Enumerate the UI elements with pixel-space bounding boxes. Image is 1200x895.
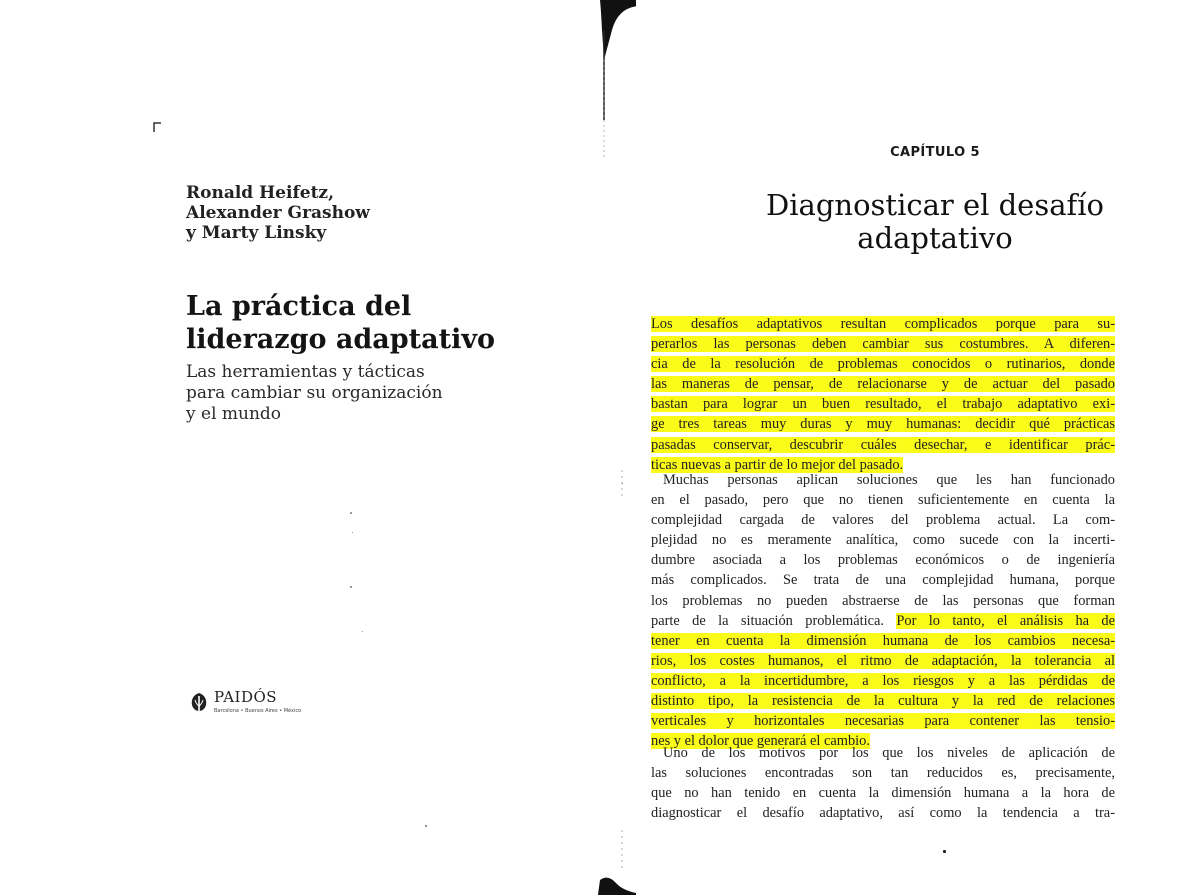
book-title-line: La práctica del [186,291,412,322]
book-title [186,290,566,356]
highlighted-text: conflicto, a la incertidumbre, a los riesgos y a las pérdidas de [651,672,1115,689]
text-line: dumbre asociada a los problemas económicos o de ingeniería [651,552,1115,569]
text-line [651,611,1115,631]
text-line: los problemas no pueden abstraerse de las personas que forman [651,592,1115,609]
paragraph [651,314,1115,475]
scan-speck [350,586,352,588]
scan-speck [943,850,946,853]
publisher-imprint [188,688,358,722]
book-authors [186,183,446,243]
text-line [651,631,1115,651]
text-line [651,435,1115,455]
author-line: Alexander Grashow [186,203,370,223]
right-page [600,0,1200,895]
paragraph [651,470,1115,751]
text-line [651,334,1115,354]
highlighted-text: las maneras de pensar, de relacionarse y de actuar del pasado [651,376,1115,393]
chapter-title-line: adaptativo [857,221,1013,255]
scan-speck [350,512,352,514]
text-line [651,691,1115,711]
highlighted-text: cia de la resolución de problemas conocidos o rutinarios, donde [651,356,1115,373]
text-segment: parte de la situación problemática. [651,612,884,629]
chapter-title [660,189,1200,255]
highlighted-text: pasadas conservar, descubrir cuáles desechar, e identificar prác- [651,436,1115,453]
text-line [651,711,1115,731]
text-line: en el pasado, pero que no tienen suficientemente en cuenta la [651,492,1115,509]
highlighted-text: distinto tipo, la resistencia de la cultura y la red de relaciones [651,693,1115,710]
book-subtitle-line: para cambiar su organización [186,383,443,403]
highlighted-text: ge tres tareas muy duras y muy humanas: decidir qué prácticas [651,416,1115,433]
highlighted-text: tener en cuenta la dimensión humana de los cambios necesa- [651,632,1115,649]
scan-speck [622,483,623,484]
author-line: y Marty Linsky [186,223,327,243]
book-subtitle [186,362,546,425]
book-subtitle-line: y el mundo [186,404,282,424]
text-line: más complicados. Se trata de una complejidad humana, porque [651,572,1115,589]
text-line: complejidad cargada de valores del problema actual. La com- [651,512,1115,529]
highlighted-text: rios, los costes humanos, el ritmo de adaptación, la tolerancia al [651,652,1115,669]
text-line [651,374,1115,394]
chapter-label: CAPÍTULO 5 [890,145,980,160]
paragraph [651,743,1115,823]
scan-speck [425,825,427,827]
text-line: las soluciones encontradas son tan reducidos es, precisamente, [651,765,1115,782]
book-subtitle-line: Las herramientas y tácticas [186,362,425,382]
text-line: plejidad no es meramente analítica, como sucede con la incerti- [651,532,1115,549]
highlighted-text: Por lo tanto, el análisis ha de [896,612,1115,629]
text-line [651,671,1115,691]
crop-mark-icon [152,121,164,133]
text-line: que no han tenido en cuenta la dimensión humana a la hora de [651,785,1115,802]
text-line [651,414,1115,434]
text-line [651,651,1115,671]
text-line: Uno de los motivos por los que los niveles de aplicación de [663,745,1115,761]
publisher-name: PAIDÓS [214,688,278,706]
highlighted-text: perarlos las personas deben cambiar sus costumbres. A diferen- [651,336,1115,353]
highlighted-text: nes y el dolor que generará el cambio. [651,733,870,750]
scan-speck [362,631,363,632]
highlighted-text: ticas nuevas a partir de lo mejor del pasado. [651,456,904,473]
text-line: diagnosticar el desafío adaptativo, así como la tendencia a tra- [651,805,1115,822]
text-line: Muchas personas aplican soluciones que les han funcionado [663,472,1115,488]
chapter-title-line: Diagnosticar el desafío [766,188,1104,222]
text-line [651,354,1115,374]
highlighted-text: bastan para lograr un buen resultado, el trabajo adaptativo exi- [651,396,1115,413]
text-line [651,394,1115,414]
scan-speck [352,532,353,533]
publisher-logo-icon [188,691,210,717]
text-line [651,314,1115,334]
author-line: Ronald Heifetz, [186,183,334,203]
highlighted-text: verticales y horizontales necesarias para contener las tensio- [651,713,1115,730]
book-title-line: liderazgo adaptativo [186,324,496,355]
publisher-tagline: Barcelona • Buenos Aires • México [214,708,302,714]
highlighted-text: Los desafíos adaptativos resultan complicados porque para su- [651,316,1115,332]
